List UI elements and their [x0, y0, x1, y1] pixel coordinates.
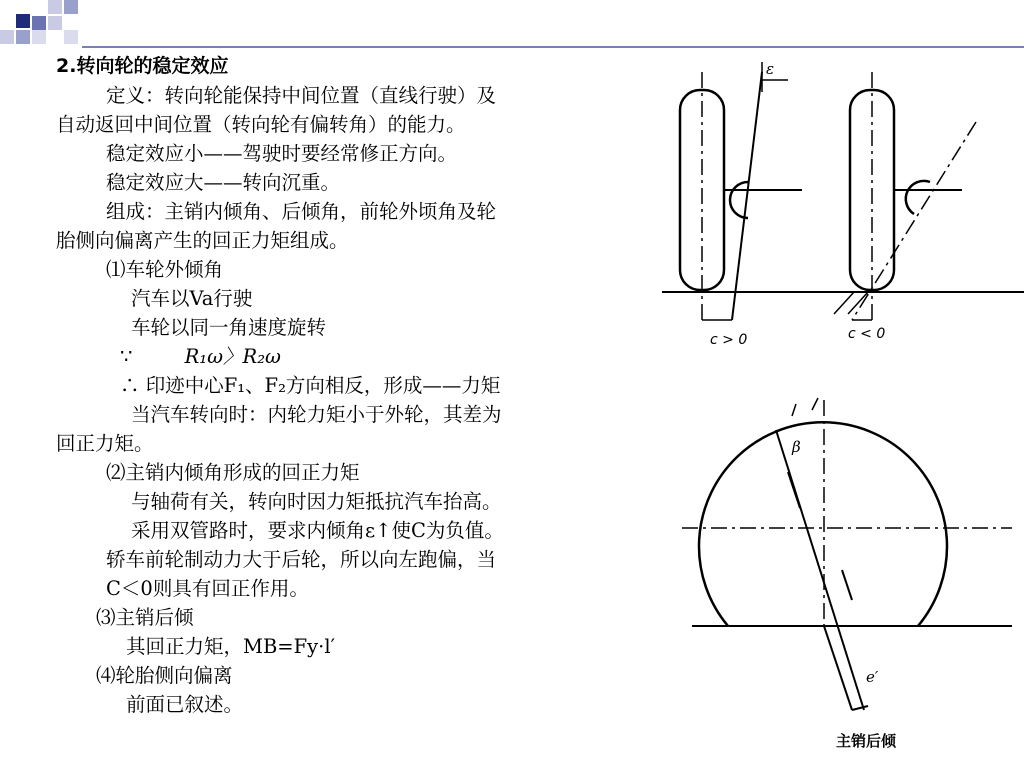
beta-label: β [792, 438, 801, 456]
caster-diagram [672, 380, 1024, 768]
c-negative-label: c < 0 [848, 326, 886, 342]
e-prime-label: e′ [866, 668, 879, 686]
formula: R₁ω〉R₂ω [184, 345, 281, 368]
deco-square-light [64, 30, 78, 44]
because-symbol: ∵ [120, 345, 133, 368]
item2-line-4: C＜0则具有回正作用。 [106, 577, 309, 600]
slide-body [56, 52, 636, 719]
item3-title: ⑶主销后倾 [96, 606, 194, 629]
offset-dim [852, 706, 868, 710]
composition-line-1: 组成：主销内倾角、后倾角，前轮外顷角及轮 [106, 200, 497, 223]
deco-square-light [32, 30, 46, 44]
item2-line-3: 轿车前轮制动力大于后轮，所以向左跑偏，当 [106, 548, 497, 571]
item1-line-2: 车轮以同一角速度旋转 [131, 316, 327, 339]
deco-square-mid [16, 30, 30, 44]
c-positive-label: c > 0 [710, 332, 748, 348]
kingpin-mark [788, 472, 800, 508]
item1-title: ⑴车轮外倾角 [106, 258, 224, 281]
turning-line-2: 回正力矩。 [56, 432, 154, 455]
item2-title: ⑵主销内倾角形成的回正力矩 [106, 461, 360, 484]
turning-line-1: 当汽车转向时：内轮力矩小于外轮，其差为 [131, 403, 502, 426]
item1-line-1: 汽车以Va行驶 [131, 287, 253, 310]
header-rule [82, 46, 1024, 48]
epsilon-label: ε [766, 60, 775, 78]
deco-square-mid [32, 16, 46, 30]
item2-line-1: 与轴荷有关，转向时因力矩抵抗汽车抬高。 [131, 490, 502, 513]
diagram-caption: 主销后倾 [836, 732, 897, 750]
right-kingpin-boss [906, 181, 930, 214]
small-effect-line: 稳定效应小——驾驶时要经常修正方向。 [106, 142, 458, 165]
therefore-line: ∴ 印迹中心F₁、F₂方向相反，形成——力矩 [120, 374, 501, 397]
header-decoration [0, 0, 90, 60]
deco-square-dark [16, 14, 30, 28]
large-effect-line: 稳定效应大——转向沉重。 [106, 171, 341, 194]
beta-arc-marks [792, 398, 818, 416]
deco-square-mid [64, 0, 78, 14]
slide-title: 2.转向轮的稳定效应 [56, 55, 229, 77]
kingpin-mark [842, 570, 852, 600]
deco-square-light [48, 0, 62, 14]
wheel-outline [699, 422, 947, 626]
item3-line-1: 其回正力矩，MB=Fy·l′ [126, 635, 336, 658]
kingpin-axis [776, 430, 864, 710]
definition-line-2: 自动返回中间位置（转向轮有偏转角）的能力。 [56, 113, 466, 136]
definition-line-1: 定义：转向轮能保持中间位置（直线行驶）及 [106, 84, 497, 107]
item4-line-1: 前面已叙述。 [126, 693, 244, 716]
camber-diagram [662, 52, 1024, 352]
formula-line [56, 342, 636, 371]
deco-square-light [48, 16, 62, 30]
item4-title: ⑷轮胎侧向偏离 [96, 664, 233, 687]
offset-line [824, 626, 852, 710]
deco-square-light [0, 30, 14, 44]
composition-line-2: 胎侧向偏离产生的回正力矩组成。 [56, 229, 349, 252]
left-kingpin-axis [732, 72, 762, 320]
item2-line-2: 采用双管路时，要求内倾角ε↑使C为负值。 [131, 519, 504, 542]
